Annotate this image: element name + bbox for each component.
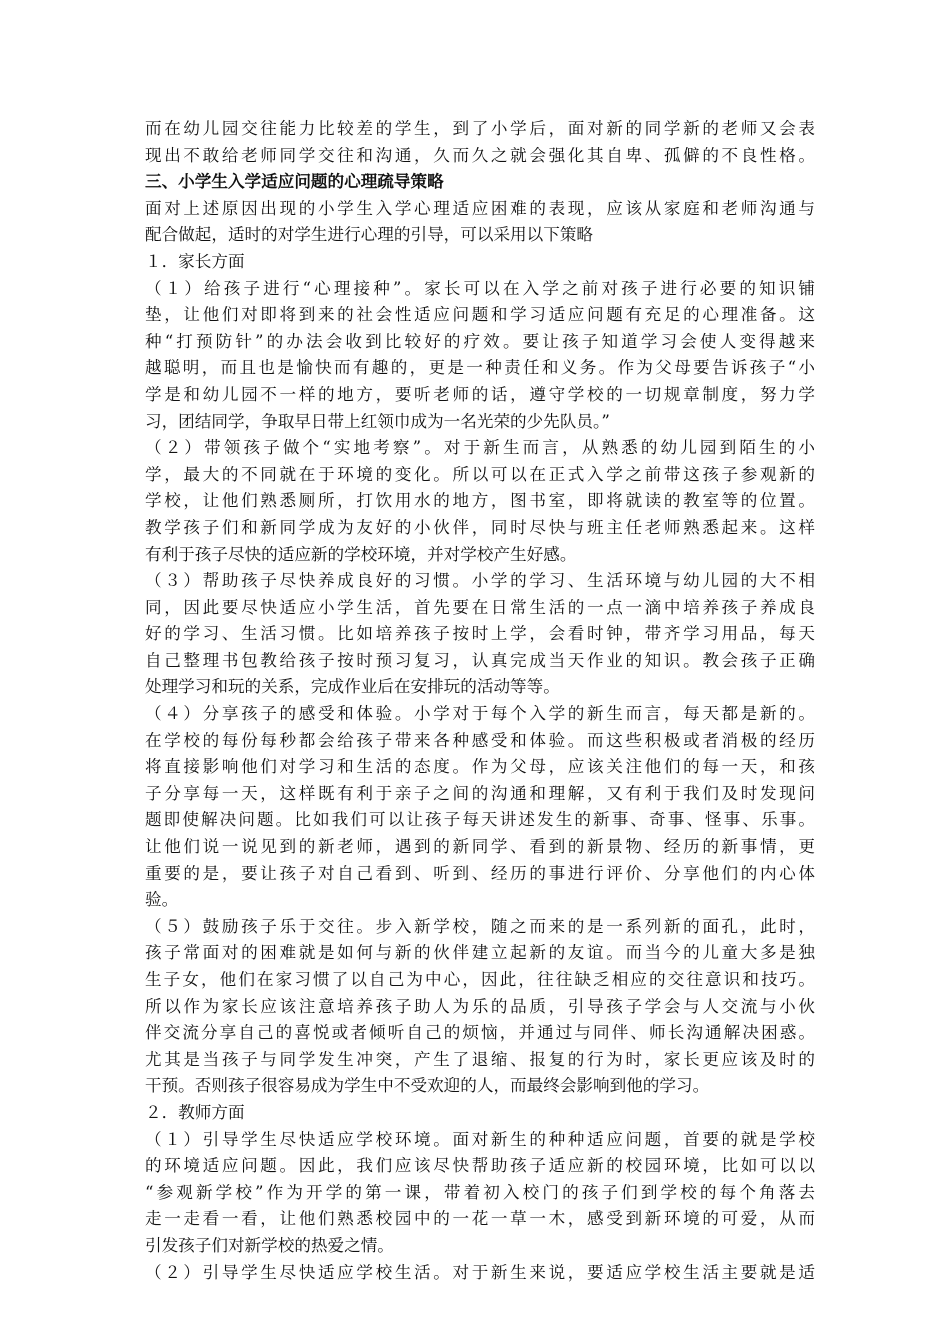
- text-line: 生子女，他们在家习惯了以自己为中心，因此，往往缺乏相应的交往意识和技巧。: [145, 970, 815, 989]
- text-line: 孩子常面对的困难就是如何与新的伙伴建立起新的友谊。而当今的儿童大多是独: [145, 943, 815, 963]
- text-line: 子分享每一天，这样既有利于亲子之间的沟通和理解，又有利于我们及时发现问: [145, 783, 815, 803]
- text-line: 种“打预防针”的办法会收到比较好的疗效。要让孩子知道学习会使人变得越来: [145, 331, 815, 351]
- text-line: 处理学习和玩的关系，完成作业后在安排玩的活动等等。: [145, 677, 560, 697]
- text-line: 重要的是，要让孩子对自己看到、听到、经历的事进行评价、分享他们的内心体: [145, 863, 815, 883]
- text-line: 学，最大的不同就在于环境的变化。所以可以在正式入学之前带这孩子参观新的: [145, 464, 815, 484]
- text-line: 引发孩子们对新学校的热爱之情。: [145, 1235, 394, 1255]
- text-line: 在学校的每份每秒都会给孩子带来各种感受和体验。而这些积极或者消极的经历: [145, 730, 815, 750]
- text-line: （２）引导学生尽快适应学校生活。对于新生来说，要适应学校生活主要就是适: [145, 1262, 815, 1282]
- text-line: （２）带领孩子做个“实地考察”。对于新生而言，从熟悉的幼儿园到陌生的小: [145, 438, 815, 458]
- text-line: （５）鼓励孩子乐于交往。步入新学校，随之而来的是一系列新的面孔，此时，: [145, 916, 815, 936]
- text-line: 好的学习、生活习惯。比如培养孩子按时上学，会看时钟，带齐学习用品，每天: [145, 624, 815, 644]
- text-line: 让他们说一说见到的新老师，遇到的新同学、看到的新景物、经历的新事情，更: [145, 837, 815, 857]
- text-line: 习，团结同学，争取早日带上红领巾成为一名光荣的少先队员。”: [145, 411, 610, 431]
- text-line: 教学孩子们和新同学成为友好的小伙伴，同时尽快与班主任老师熟悉起来。这样: [145, 517, 815, 537]
- text-line: （１）引导学生尽快适应学校环境。面对新生的种种适应问题，首要的就是学校: [145, 1129, 815, 1149]
- text-line: 尤其是当孩子与同学发生冲突，产生了退缩、报复的行为时，家长更应该及时的: [145, 1049, 815, 1069]
- text-line: 题即使解决问题。比如我们可以让孩子每天讲述发生的新事、奇事、怪事、乐事。: [145, 810, 815, 830]
- section-heading: 三、小学生入学适应问题的心理疏导策略: [145, 172, 444, 192]
- text-line: 将直接影响他们对学习和生活的态度。作为父母，应该关注他们的每一天，和孩: [145, 757, 815, 777]
- text-line: 现出不敢给老师同学交往和沟通，久而久之就会强化其自卑、孤僻的不良性格。: [145, 145, 815, 165]
- text-line: 有利于孩子尽快的适应新的学校环境，并对学校产生好感。: [145, 544, 577, 564]
- text-line: 验。: [145, 890, 179, 910]
- text-line: （３）帮助孩子尽快养成良好的习惯。小学的学习、生活环境与幼儿园的大不相: [145, 571, 815, 591]
- text-line: 自己整理书包教给孩子按时预习复习，认真完成当天作业的知识。教会孩子正确: [145, 650, 815, 670]
- document-body: [145, 116, 815, 1286]
- text-line: 的环境适应问题。因此，我们应该尽快帮助孩子适应新的校园环境，比如可以以: [145, 1156, 815, 1176]
- text-line: 干预。否则孩子很容易成为学生中不受欢迎的人，而最终会影响到他的学习。: [145, 1076, 710, 1096]
- text-line: １．家长方面: [145, 251, 245, 271]
- text-line: （４）分享孩子的感受和体验。小学对于每个入学的新生而言，每天都是新的。: [145, 704, 815, 724]
- text-line: 所以作为家长应该注意培养孩子助人为乐的品质，引导孩子学会与人交流与小伙: [145, 996, 815, 1016]
- text-line: 配合做起，适时的对学生进行心理的引导，可以采用以下策略: [145, 225, 594, 245]
- text-line: 伴交流分享自己的喜悦或者倾听自己的烦恼，并通过与同伴、师长沟通解决困惑。: [145, 1023, 815, 1043]
- text-line: 垫，让他们对即将到来的社会性适应问题和学习适应问题有充足的心理准备。这: [145, 305, 815, 325]
- text-line: 同，因此要尽快适应小学生活，首先要在日常生活的一点一滴中培养孩子养成良: [145, 597, 815, 617]
- text-line: ２．教师方面: [145, 1102, 245, 1122]
- text-line: 走一走看一看，让他们熟悉校园中的一花一草一木，感受到新环境的可爱，从而: [145, 1209, 815, 1229]
- text-line: 面对上述原因出现的小学生入学心理适应困难的表现，应该从家庭和老师沟通与: [145, 198, 815, 218]
- text-line: “参观新学校”作为开学的第一课，带着初入校门的孩子们到学校的每个角落去: [145, 1182, 815, 1202]
- text-line: 而在幼儿园交往能力比较差的学生，到了小学后，面对新的同学新的老师又会表: [145, 119, 815, 138]
- text-line: 学校，让他们熟悉厕所，打饮用水的地方，图书室，即将就读的教室等的位置。: [145, 491, 815, 511]
- text-line: 越聪明，而且也是愉快而有趣的，更是一种责任和义务。作为父母要告诉孩子“小: [145, 358, 815, 378]
- text-line: （１）给孩子进行“心理接种”。家长可以在入学之前对孩子进行必要的知识铺: [145, 278, 815, 298]
- text-line: 学是和幼儿园不一样的地方，要听老师的话，遵守学校的一切规章制度，努力学: [145, 384, 815, 404]
